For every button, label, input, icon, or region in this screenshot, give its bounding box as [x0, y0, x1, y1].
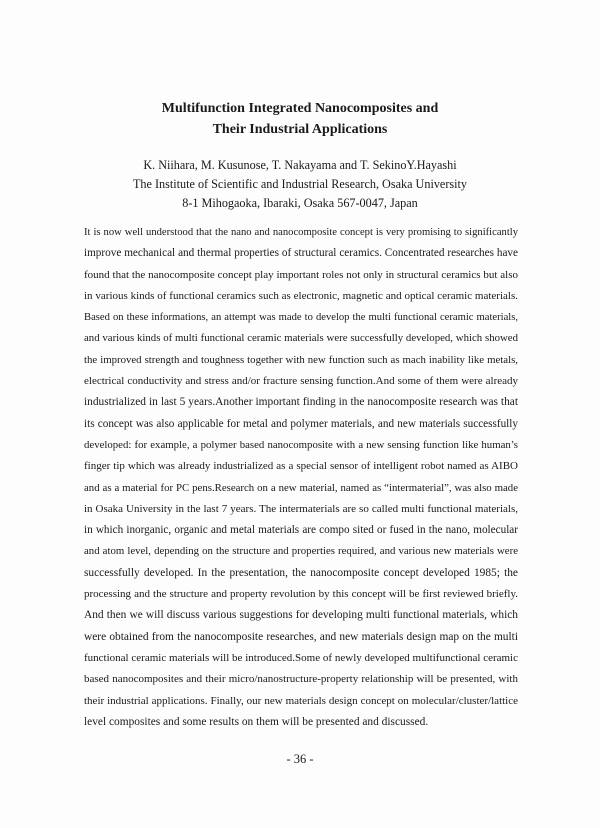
abstract-line: and various kinds of multi functional ceramic materials were successfully developed, which showed	[84, 332, 518, 345]
abstract-line: electrical conductivity and stress and/or fracture sensing function.And some of them were already	[84, 375, 518, 388]
page-number: - 36 -	[286, 752, 314, 766]
abstract-line: and atom level, depending on the structure and properties required, and various new materials were	[84, 545, 518, 558]
abstract-line: and as a material for PC pens.Research on a new material, named as “intermaterial”, was also made	[84, 481, 518, 494]
abstract-line: were obtained from the nanocomposite researches, and new materials design map on the multi	[84, 630, 518, 643]
abstract-line: Based on these informations, an attempt was made to develop the multi functional ceramic materials,	[84, 312, 518, 324]
abstract-line: found that the nanocomposite concept play important roles not only in structural ceramics but also	[84, 268, 518, 281]
abstract-line: their industrial applications. Finally, our new materials design concept on molecular/cluster/lattice	[84, 694, 518, 707]
paper-title	[60, 98, 540, 140]
abstract-line: improve mechanical and thermal properties of structural ceramics. Concentrated researches have	[84, 247, 518, 260]
abstract-line: in various kinds of functional ceramics such as electronic, magnetic and optical ceramic materials.	[84, 289, 518, 302]
abstract-line: processing and the structure and property revolution by this concept will be first reviewed briefly.	[84, 588, 518, 601]
abstract-line-last: level composites and some results on them will be presented and discussed.	[84, 715, 429, 728]
title-line-1: Multifunction Integrated Nanocomposites and	[161, 101, 439, 116]
abstract-line: the improved strength and toughness together with new function such as mach inability like metals,	[84, 353, 518, 366]
abstract-line: It is now well understood that the nano and nanocomposite concept is very promising to significantly	[84, 227, 518, 238]
abstract-line: finger tip which was already industrialized as a special sensor of intelligent robot named as AIBO	[84, 460, 518, 473]
author-names: K. Niihara, M. Kusunose, T. Nakayama and T. SekinoY.Hayashi	[143, 158, 457, 172]
author-address: 8-1 Mihogaoka, Ibaraki, Osaka 567-0047, Japan	[182, 196, 418, 210]
abstract-line: in Osaka University in the last 7 years. The intermaterials are so called multi functional materials,	[84, 502, 518, 515]
abstract-line: successfully developed. In the presentation, the nanocomposite concept developed 1985; the	[84, 566, 518, 579]
abstract-line: based nanocomposites and their micro/nanostructure-property relationship will be presented, with	[84, 673, 518, 686]
abstract-line: industrialized in last 5 years.Another important finding in the nanocomposite research was that	[84, 396, 518, 409]
abstract-line: in which inorganic, organic and metal materials are compo sited or fused in the nano, molecular	[84, 524, 518, 537]
author-institution: The Institute of Scientific and Industrial Research, Osaka University	[132, 177, 468, 191]
abstract-line: functional ceramic materials will be introduced.Some of newly developed multifunctional ceramic	[84, 651, 518, 664]
author-block	[60, 156, 540, 213]
title-line-2: Their Industrial Applications	[212, 122, 388, 137]
abstract-body	[84, 222, 518, 733]
abstract-line: its concept was also applicable for metal and polymer materials, and new materials successfully	[84, 417, 518, 430]
abstract-line: developed: for example, a polymer based nanocomposite with a new sensing function like human’s	[84, 438, 518, 451]
abstract-line: And then we will discuss various suggestions for developing multi functional materials, which	[84, 609, 518, 622]
